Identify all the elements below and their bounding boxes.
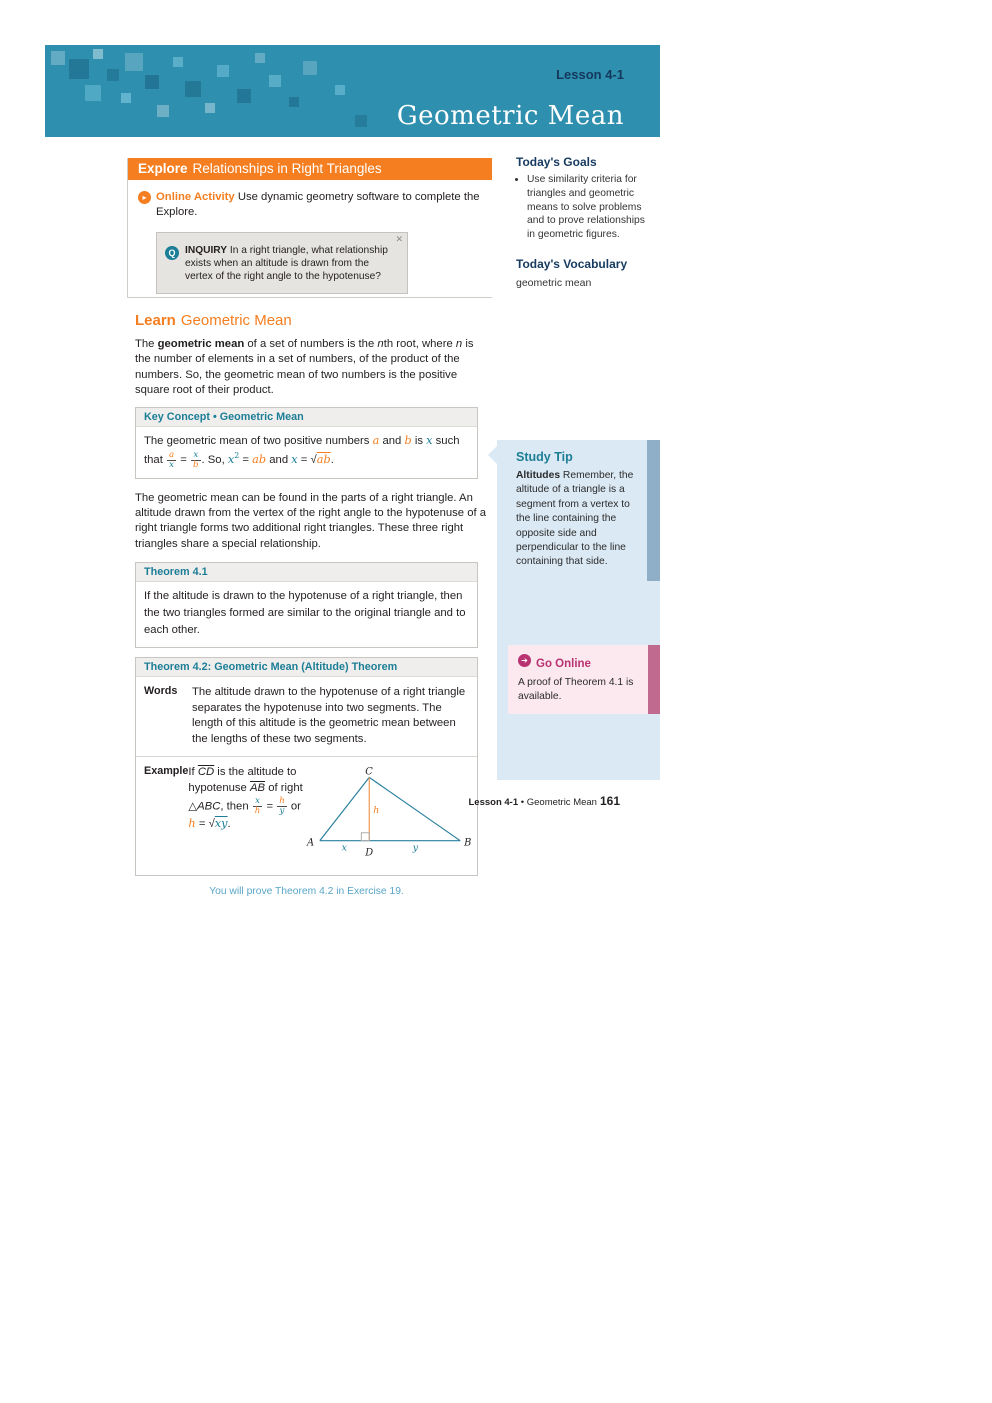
key-concept-body: The geometric mean of two positive numbers a and b is x such that $\frac{a}{x}$ = $\frac{x}{b}$ . So, $x^2$ = ab and x = √ab. bbox=[144, 434, 460, 470]
mosaic-square bbox=[289, 97, 299, 107]
prove-note: You will prove Theorem 4.2 in Exercise 19. bbox=[209, 885, 404, 897]
example-label: Example bbox=[144, 765, 189, 778]
mosaic-square bbox=[145, 75, 159, 89]
learn-paragraph-1: The geometric mean of a set of numbers is the nth root, where n is the number of elements in a set of numbers, of the product of the numbers. So, the geometric mean of two numbers is the positive square root of their product. bbox=[135, 337, 474, 396]
vertex-c-label: C bbox=[365, 766, 374, 778]
goals-list bbox=[516, 173, 649, 242]
go-online-text: A proof of Theorem 4.1 is available. bbox=[518, 677, 634, 702]
theorem-42-example-row bbox=[136, 756, 477, 875]
go-online-icon: ➔ bbox=[518, 654, 531, 667]
page-footer bbox=[127, 794, 620, 808]
online-activity-text: Use dynamic geometry software to complete the Explore. bbox=[156, 191, 480, 219]
footer-separator: • bbox=[518, 797, 527, 808]
go-online-stripe bbox=[648, 645, 660, 714]
mosaic-square bbox=[121, 93, 131, 103]
sidebar bbox=[516, 155, 649, 289]
key-concept-title: Key Concept • Geometric Mean bbox=[136, 408, 477, 427]
study-tip bbox=[497, 440, 660, 570]
sidebar-panel bbox=[497, 440, 660, 780]
mosaic-square bbox=[125, 53, 143, 71]
vertex-a-label: A bbox=[307, 837, 315, 849]
inquiry-label: INQUIRY bbox=[185, 244, 228, 256]
theorem-42-title: Theorem 4.2: Geometric Mean (Altitude) Theorem bbox=[136, 658, 477, 677]
mosaic-square bbox=[185, 81, 201, 97]
words-label: Words bbox=[144, 684, 178, 697]
mosaic-square bbox=[107, 69, 119, 81]
segment-y-label: y bbox=[413, 842, 419, 854]
todays-vocabulary-heading: Today's Vocabulary bbox=[516, 256, 628, 271]
online-activity-icon: ▸ bbox=[138, 191, 151, 204]
online-activity-link[interactable]: Online Activity bbox=[156, 191, 235, 203]
todays-goals-heading: Today's Goals bbox=[516, 155, 597, 169]
vertex-b-label: B bbox=[464, 837, 472, 849]
learn-topic: Geometric Mean bbox=[180, 311, 292, 329]
mosaic-square bbox=[69, 59, 89, 79]
explore-label: Explore bbox=[138, 161, 188, 176]
footer-title: Geometric Mean bbox=[526, 797, 597, 808]
go-online-box bbox=[508, 645, 660, 714]
explore-heading: Relationships in Right Triangles bbox=[192, 161, 382, 176]
mosaic-square bbox=[269, 75, 281, 87]
go-online-link[interactable]: Go Online bbox=[536, 658, 591, 670]
mosaic-square bbox=[93, 49, 103, 59]
mosaic-square bbox=[217, 65, 229, 77]
header-band bbox=[45, 45, 660, 137]
inquiry-icon: Q bbox=[165, 246, 179, 260]
mosaic-square bbox=[355, 115, 367, 127]
main-content bbox=[127, 158, 492, 897]
altitude-h-label: h bbox=[373, 805, 380, 817]
mosaic-square bbox=[173, 57, 183, 67]
explore-banner bbox=[128, 158, 492, 180]
study-tip-title: Study Tip bbox=[516, 450, 573, 464]
goal-item: • Use similarity criteria for triangles and geometric means to solve problems and to prove relationships in geometric figures. bbox=[527, 173, 649, 242]
triangle-diagram bbox=[306, 765, 476, 861]
vertex-d-label: D bbox=[365, 847, 374, 859]
page-number: 161 bbox=[599, 794, 620, 808]
theorem-42-box bbox=[135, 657, 478, 876]
mosaic-square bbox=[303, 61, 317, 75]
example-content bbox=[188, 757, 484, 875]
explore-section bbox=[127, 158, 492, 298]
learn-paragraph-2: The geometric mean can be found in the parts of a right triangle. An altitude drawn from the vertex of the right angle to the hypotenuse of a right triangle forms two additional right triangles. These three right triangles share a special relationship. bbox=[135, 491, 487, 550]
page-title: Geometric Mean bbox=[396, 101, 624, 131]
mosaic-square bbox=[335, 85, 345, 95]
learn-heading bbox=[135, 312, 492, 329]
close-icon[interactable]: ✕ bbox=[395, 233, 403, 244]
theorem-42-words-row bbox=[136, 677, 477, 756]
inquiry-box bbox=[156, 232, 408, 294]
vocabulary-term: geometric mean bbox=[516, 276, 592, 289]
mosaic-square bbox=[255, 53, 265, 63]
online-activity bbox=[138, 190, 486, 221]
right-triangle-figure bbox=[306, 765, 476, 867]
panel-notch bbox=[488, 446, 497, 464]
footer-lesson: Lesson 4-1 bbox=[468, 797, 519, 808]
inquiry-question: In a right triangle, what relationship exists when an altitude is drawn from the vertex of the right angle to the hypotenuse? bbox=[185, 244, 388, 283]
key-concept-box bbox=[135, 407, 478, 478]
study-tip-body: Altitudes Remember, the altitude of a triangle is a segment from a vertex to the line containing the opposite side and perpendicular to the line containing that side. bbox=[516, 470, 634, 568]
mosaic-square bbox=[51, 51, 65, 65]
mosaic-square bbox=[205, 103, 215, 113]
lesson-number: Lesson 4-1 bbox=[556, 67, 624, 82]
right-angle-mark bbox=[362, 833, 370, 841]
words-text: The altitude drawn to the hypotenuse of a right triangle separates the hypotenuse into two segments. The length of this altitude is the geometric mean between the lengths of these two segments. bbox=[192, 685, 466, 746]
mosaic-square bbox=[237, 89, 251, 103]
theorem-41-title: Theorem 4.1 bbox=[136, 563, 477, 582]
theorem-41-body: If the altitude is drawn to the hypotenuse of a right triangle, then the two triangles formed are similar to the original triangle and to each other. bbox=[144, 589, 466, 636]
theorem-41-box bbox=[135, 562, 478, 648]
go-online-header bbox=[518, 654, 640, 672]
example-text: If $\overline{CD}$ is the altitude to hypotenuse $\overline{AB}$ of right △ABC, then $\frac{x}{h}$ = $\frac{h}{y}$ or h = √xy. bbox=[188, 766, 303, 830]
mosaic-square bbox=[85, 85, 101, 101]
segment-x-label: x bbox=[342, 842, 348, 854]
learn-label: Learn bbox=[135, 311, 176, 329]
mosaic-square bbox=[157, 105, 169, 117]
